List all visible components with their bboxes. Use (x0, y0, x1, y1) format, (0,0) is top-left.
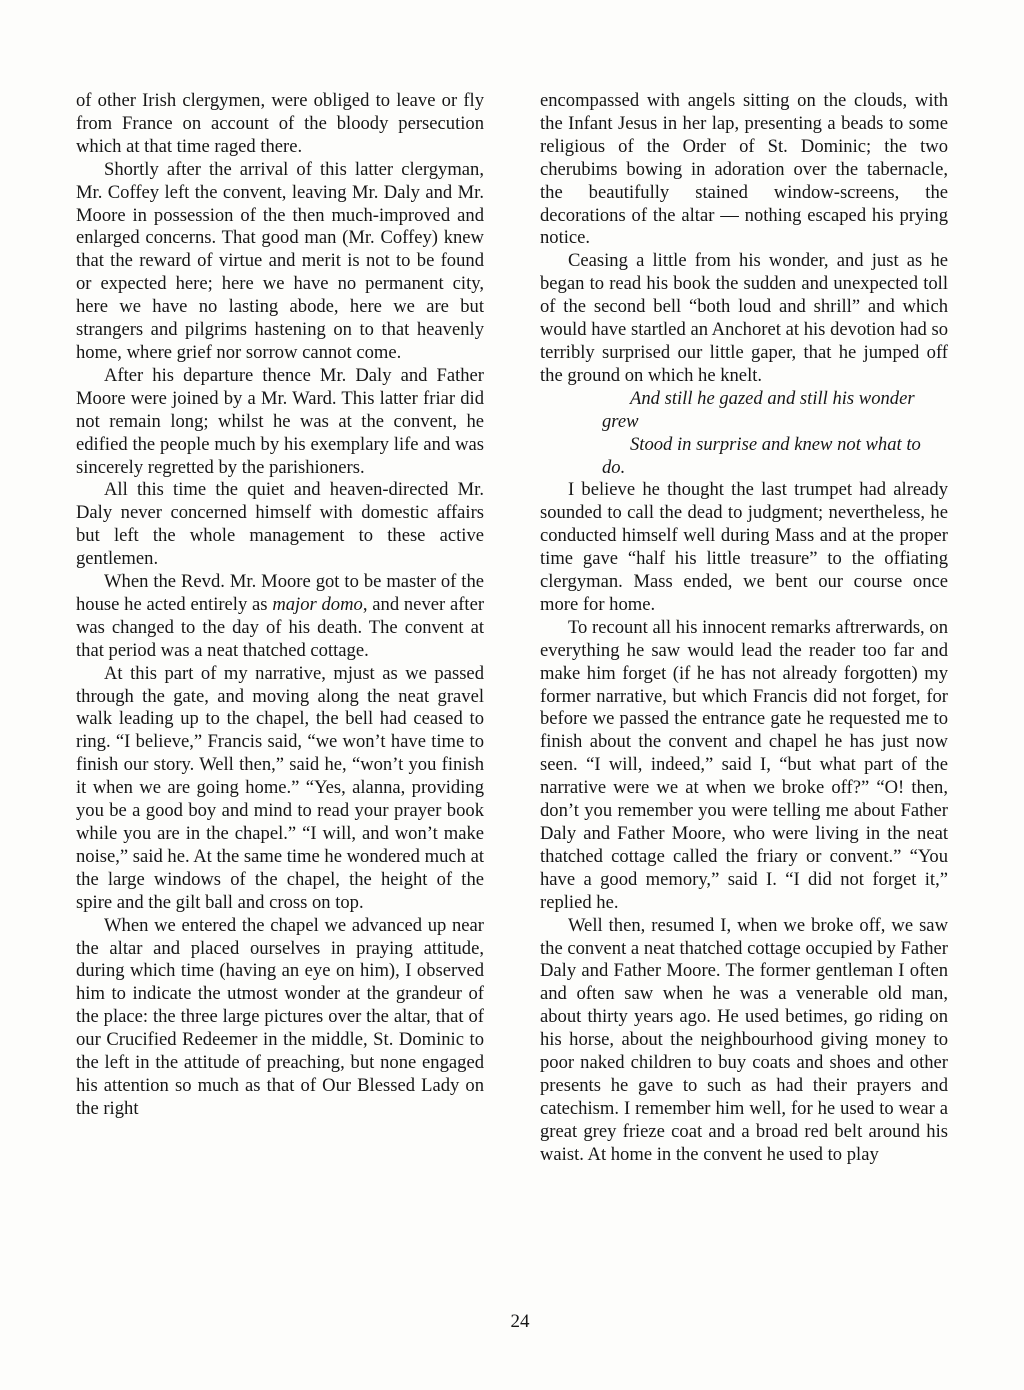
verse-line: And still he gazed and still his wonder grew (602, 387, 915, 432)
paragraph: When we entered the chapel we advanced up near the altar and placed ourselves in praying attitude, during which time (having an eye on him), I observed him to indicate the utmost wonder at the grandeur of the place: the three large pictures over the altar, that of our Crucified Redeemer in the middle, St. Dominic to the left in the attitude of preaching, but none engaged his attention so much as that of Our Blessed Lady on the right (76, 914, 484, 1119)
right-column (540, 90, 948, 1167)
paragraph-text: , and never after was changed to the day of his death. The convent at that period was a neat thatched cottage. (76, 593, 485, 661)
italic-phrase: major domo (272, 593, 363, 615)
paragraph: of other Irish clergymen, were obliged to leave or fly from France on account of the bloody persecution which at that time raged there. (76, 90, 484, 157)
paragraph: All this time the quiet and heaven-directed Mr. Daly never concerned himself with domestic affairs but left the whole management to these active gentlemen. (76, 479, 484, 570)
paragraph: After his departure thence Mr. Daly and Father Moore were joined by a Mr. Ward. This latter friar did not remain long; whilst he was at the convent, he edified the people much by his exemplary life and was sincerely regretted by the parishioners. (76, 364, 484, 478)
left-column (76, 90, 484, 1121)
page-number: 24 (510, 1311, 530, 1332)
paragraph-text: When the Revd. Mr. Moore got to be master of the house he acted entirely as (76, 571, 484, 615)
paragraph: encompassed with angels sitting on the clouds, with the Infant Jesus in her lap, presenting a beads to some religious of the Order of St. Dominic; the two cherubims bowing in adoration over the tabernacle, the beautifully stained window-screens, the decorations of the altar — nothing escaped his prying notice. (540, 90, 948, 249)
paragraph: Well then, resumed I, when we broke off, we saw the convent a neat thatched cottage occupied by Father Daly and Father Moore. The former gentleman I often and often saw when he was a venerable old man, about thirty years ago. He used betimes, go riding on his horse, about the neighbourhood giving money to poor naked children to buy coats and shoes and other presents he gave to such as had their prayers and catechism. I remember him well, for he used to wear a great grey frieze coat and a broad red belt around his waist. At home in the convent he used to play (540, 914, 948, 1165)
paragraph: Shortly after the arrival of this latter clergyman, Mr. Coffey left the convent, leaving Mr. Daly and Mr. Moore in possession of the then much-improved and enlarged concerns. That good man (Mr. Coffey) knew that the reward of virtue and merit is not to be found or expected here; here we have no permanent city, here we have no lasting abode, here we are but strangers and pilgrims hastening on to that heavenly home, where grief nor sorrow cannot come. (76, 158, 484, 363)
paragraph: Ceasing a little from his wonder, and just as he began to read his book the sudden and unexpected toll of the second bell “both loud and shrill” and which would have startled an Anchoret at his devotion had so terribly surprised our little gaper, that he jumped off the ground on which he knelt. (540, 250, 948, 386)
paragraph (76, 571, 484, 663)
paragraph: At this part of my narrative, mjust as we passed through the gate, and moving along the neat gravel walk leading up to the chapel, the bell had ceased to ring. “I believe,” Francis said, “we won’t have time to finish our story. Well then,” said he, “won’t you finish it when we are going home.” “Yes, alanna, providing you be a good boy and mind to read your prayer book while you are in the chapel.” “I will, and won’t make noise,” said he. At the same time he wondered much at the large windows of the chapel, the height of the spire and the gilt ball and cross on top. (76, 662, 484, 913)
paragraph: To recount all his innocent remarks aftrerwards, on everything he saw would lead the reader too far and make him forget (if he has not already forgotten) my former narrative, but which Francis did not forget, for before we passed the entrance gate he requested me to finish about the convent and chapel he has just now seen. “I will, indeed,” said I, “but what part of the narrative were we at when we broke off?” “O! then, don’t you remember you were telling me about Father Daly and Father Moore, who were living in the neat thatched cottage called the friary or convent.” “You have a good memory,” said I. “I did not forget it,” replied he. (540, 616, 948, 913)
verse-line: Stood in surprise and knew not what to do. (602, 433, 921, 478)
paragraph: I believe he thought the last trumpet had already sounded to call the dead to judgment; nevertheless, he conducted himself well during Mass and at the proper time gave “half his little treasure” to the offiating clergyman. Mass ended, we bent our course once more for home. (540, 479, 948, 615)
